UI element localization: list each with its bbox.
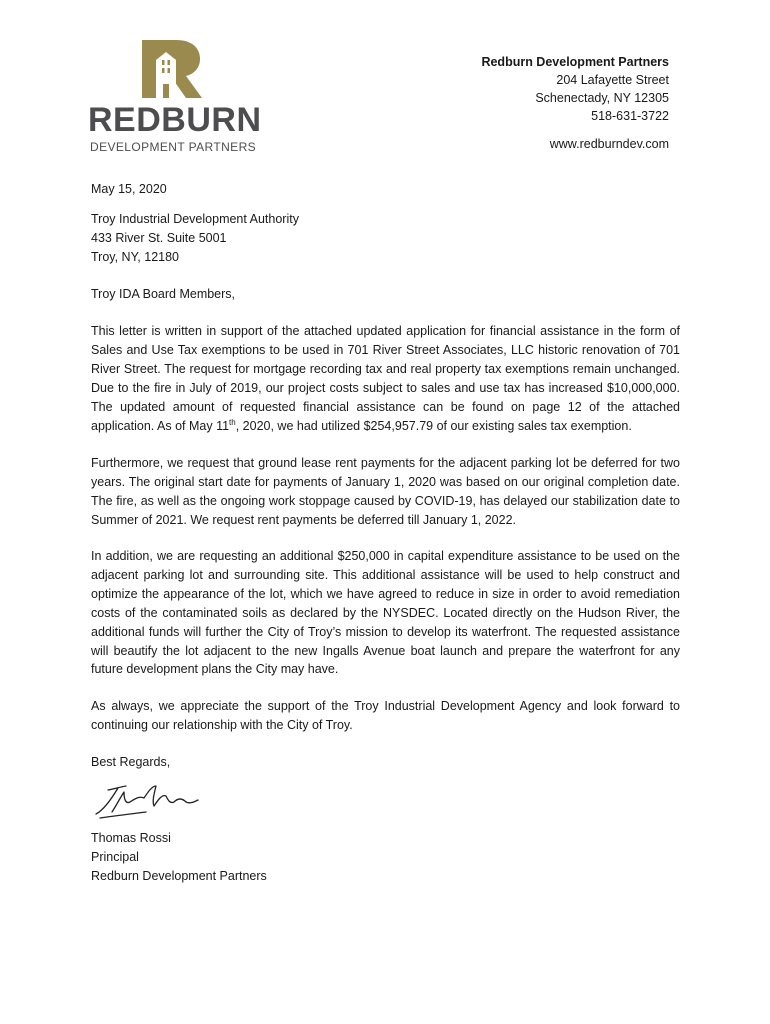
building-r-logo-icon [142,40,202,98]
signer-company: Redburn Development Partners [91,868,267,883]
company-logo [88,40,262,156]
paragraph-text: This letter is written in support of the attached updated application for financial assistance in the form of Sales and Use Tax exemptions to be used in 701 River Street Associates, LLC historic renovation of 701 River Street. The request for mortgage recording tax and real property tax exemptions remain unchanged. Due to the fire in July of 2019, our project costs subject to sales and use tax has increased $10,000,000. The updated amount of requested financial assistance can be found on page 12 of the attached application. As of May 11 [91,324,680,433]
sender-website: www.redburndev.com [549,137,669,151]
paragraph-text: In addition, we are requesting an additional $250,000 in capital expenditure assistance to be used on the adjacent parking lot and surrounding site. This additional assistance will be used to help construct and optimize the appearance of the lot, which we have agreed to reduce in size in order to avoid remediation costs of the contaminated soils as declared by the NYSDEC. Located directly on the Hudson River, the additional funds will further the City of Troy’s mission to develop its waterfront. The requested assistance will beautify the lot adjacent to the new Ingalls Avenue boat launch and prepare the waterfront for any future development plans the City may have. [91,549,680,677]
sender-company: Redburn Development Partners [481,55,669,69]
salutation: Troy IDA Board Members, [91,287,236,301]
body-paragraph [91,454,680,530]
logo-wordmark: REDBURN [88,101,262,139]
recipient-line: Troy, NY, 12180 [91,249,180,264]
closing: Best Regards, [91,755,171,769]
logo-subtitle: DEVELOPMENT PARTNERS [90,140,257,154]
paragraph-text: Furthermore, we request that ground lease rent payments for the adjacent parking lot be deferred for two years. The original start date for payments of January 1, 2020 was based on our original completion date. The fire, as well as the ongoing work stoppage caused by COVID-19, has delayed our stabilization date to Summer of 2021. We request rent payments be deferred till January 1, 2022. [91,456,680,527]
recipient-line: Troy Industrial Development Authority [91,212,299,226]
ordinal-suffix: th [229,417,236,427]
sender-city: Schenectady, NY 12305 [535,91,669,105]
sender-phone: 518-631-3722 [591,109,669,123]
letter-date: May 15, 2020 [91,182,167,196]
body-paragraph [91,547,680,679]
recipient-address [91,210,680,267]
handwritten-signature [90,780,210,822]
paragraph-text: As always, we appreciate the support of the Troy Industrial Development Agency and look forward to continuing our relationship with the City of Troy. [91,699,680,732]
signer-title: Principal [91,849,139,864]
body-paragraph [91,697,680,735]
sender-street: 204 Lafayette Street [556,73,669,87]
signer-block [91,829,680,886]
body-paragraph [91,322,680,435]
signer-name: Thomas Rossi [91,831,171,845]
paragraph-text: , 2020, we had utilized $254,957.79 of our existing sales tax exemption. [235,418,632,433]
sender-address-block [481,53,669,153]
recipient-line: 433 River St. Suite 5001 [91,230,227,245]
